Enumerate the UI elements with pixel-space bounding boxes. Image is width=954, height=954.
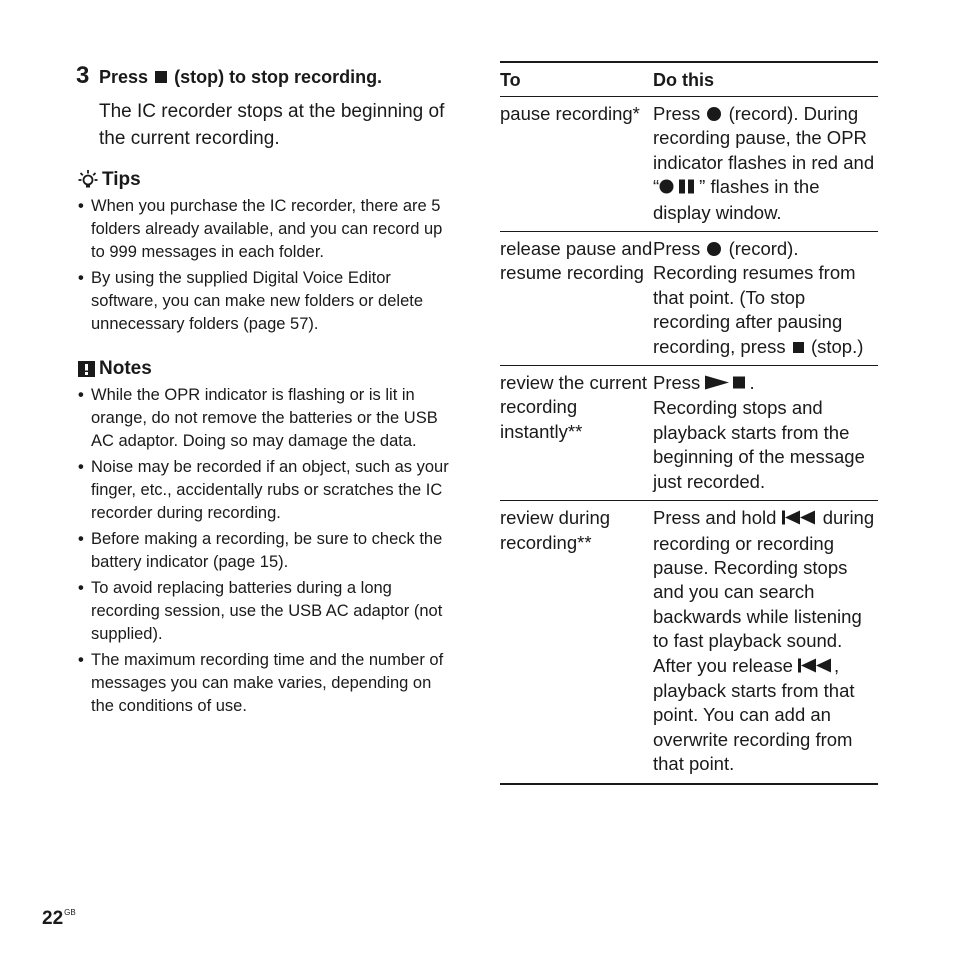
list-item: • Noise may be recorded if an object, such as your finger, etc., accidentally rubs or scratches the IC recorder during recording. bbox=[76, 456, 456, 525]
table-header-row bbox=[500, 62, 878, 97]
step-title-prefix: Press bbox=[99, 67, 149, 87]
rewind-icon bbox=[782, 507, 818, 531]
list-item: • While the OPR indicator is flashing or is lit in orange, do not remove the batteries or the USB AC adaptor. Doing so may damage the data. bbox=[76, 384, 456, 453]
list-item: • When you purchase the IC recorder, there are 5 folders already available, and you can record up to 999 messages in each folder. bbox=[76, 195, 456, 264]
notes-label: Notes bbox=[99, 358, 152, 379]
step-title-suffix: (stop) to stop recording. bbox=[174, 67, 383, 87]
table-row bbox=[500, 97, 878, 232]
page-number bbox=[42, 908, 76, 930]
table-row bbox=[500, 501, 878, 784]
cell-do-this: Press (record). During recording pause, the OPR indicator flashes in red and “ ” flashes in the display window. bbox=[653, 97, 878, 232]
step-body: The IC recorder stops at the beginning of the current recording. bbox=[99, 101, 445, 149]
list-item: • To avoid replacing batteries during a long recording session, use the USB AC adaptor (not supplied). bbox=[76, 577, 456, 646]
cell-to: pause recording* bbox=[500, 97, 653, 232]
record-icon bbox=[707, 242, 721, 256]
list-item: • By using the supplied Digital Voice Editor software, you can make new folders or delete unnecessary folders (page 57). bbox=[76, 267, 456, 336]
notes-heading bbox=[78, 358, 456, 380]
cell-do-this: Press (record). Recording resumes from that point. (To stop recording after pausing recording, press (stop.) bbox=[653, 232, 878, 366]
column-header-to: To bbox=[500, 62, 653, 97]
tips-list bbox=[76, 195, 456, 336]
stop-icon bbox=[155, 71, 167, 83]
cell-do-this: Press . Recording stops and playback starts from the beginning of the message just recorded. bbox=[653, 366, 878, 501]
tips-heading bbox=[78, 169, 456, 191]
cell-to: release pause and resume recording bbox=[500, 232, 653, 366]
cell-to: review the current recording instantly** bbox=[500, 366, 653, 501]
column-header-do-this: Do this bbox=[653, 62, 878, 97]
note-warning-icon bbox=[78, 360, 95, 378]
page-number-value: 22 bbox=[42, 908, 64, 929]
cell-do-this: Press and hold during recording or recording pause. Recording stops and you can search backwards while listening to fast playback sound. After you release , playback starts from that point. You can add an overwrite recording from that point. bbox=[653, 501, 878, 784]
cell-to: review during recording** bbox=[500, 501, 653, 784]
notes-list bbox=[76, 384, 456, 718]
table-row bbox=[500, 232, 878, 366]
step-heading bbox=[76, 62, 456, 90]
lightbulb-icon bbox=[78, 169, 98, 191]
play-stop-icon bbox=[705, 372, 749, 396]
record-pause-icon bbox=[659, 176, 699, 200]
left-column bbox=[76, 62, 456, 721]
region-code: GB bbox=[64, 908, 76, 917]
record-icon bbox=[707, 107, 721, 121]
stop-icon bbox=[793, 342, 804, 353]
operations-table bbox=[500, 61, 878, 785]
table-row bbox=[500, 366, 878, 501]
list-item: • The maximum recording time and the number of messages you can make varies, depending on the conditions of use. bbox=[76, 649, 456, 718]
step-number: 3 bbox=[76, 62, 90, 89]
tips-label: Tips bbox=[102, 169, 141, 190]
rewind-icon bbox=[798, 655, 834, 679]
step-title bbox=[99, 67, 382, 88]
list-item: • Before making a recording, be sure to check the battery indicator (page 15). bbox=[76, 528, 456, 574]
